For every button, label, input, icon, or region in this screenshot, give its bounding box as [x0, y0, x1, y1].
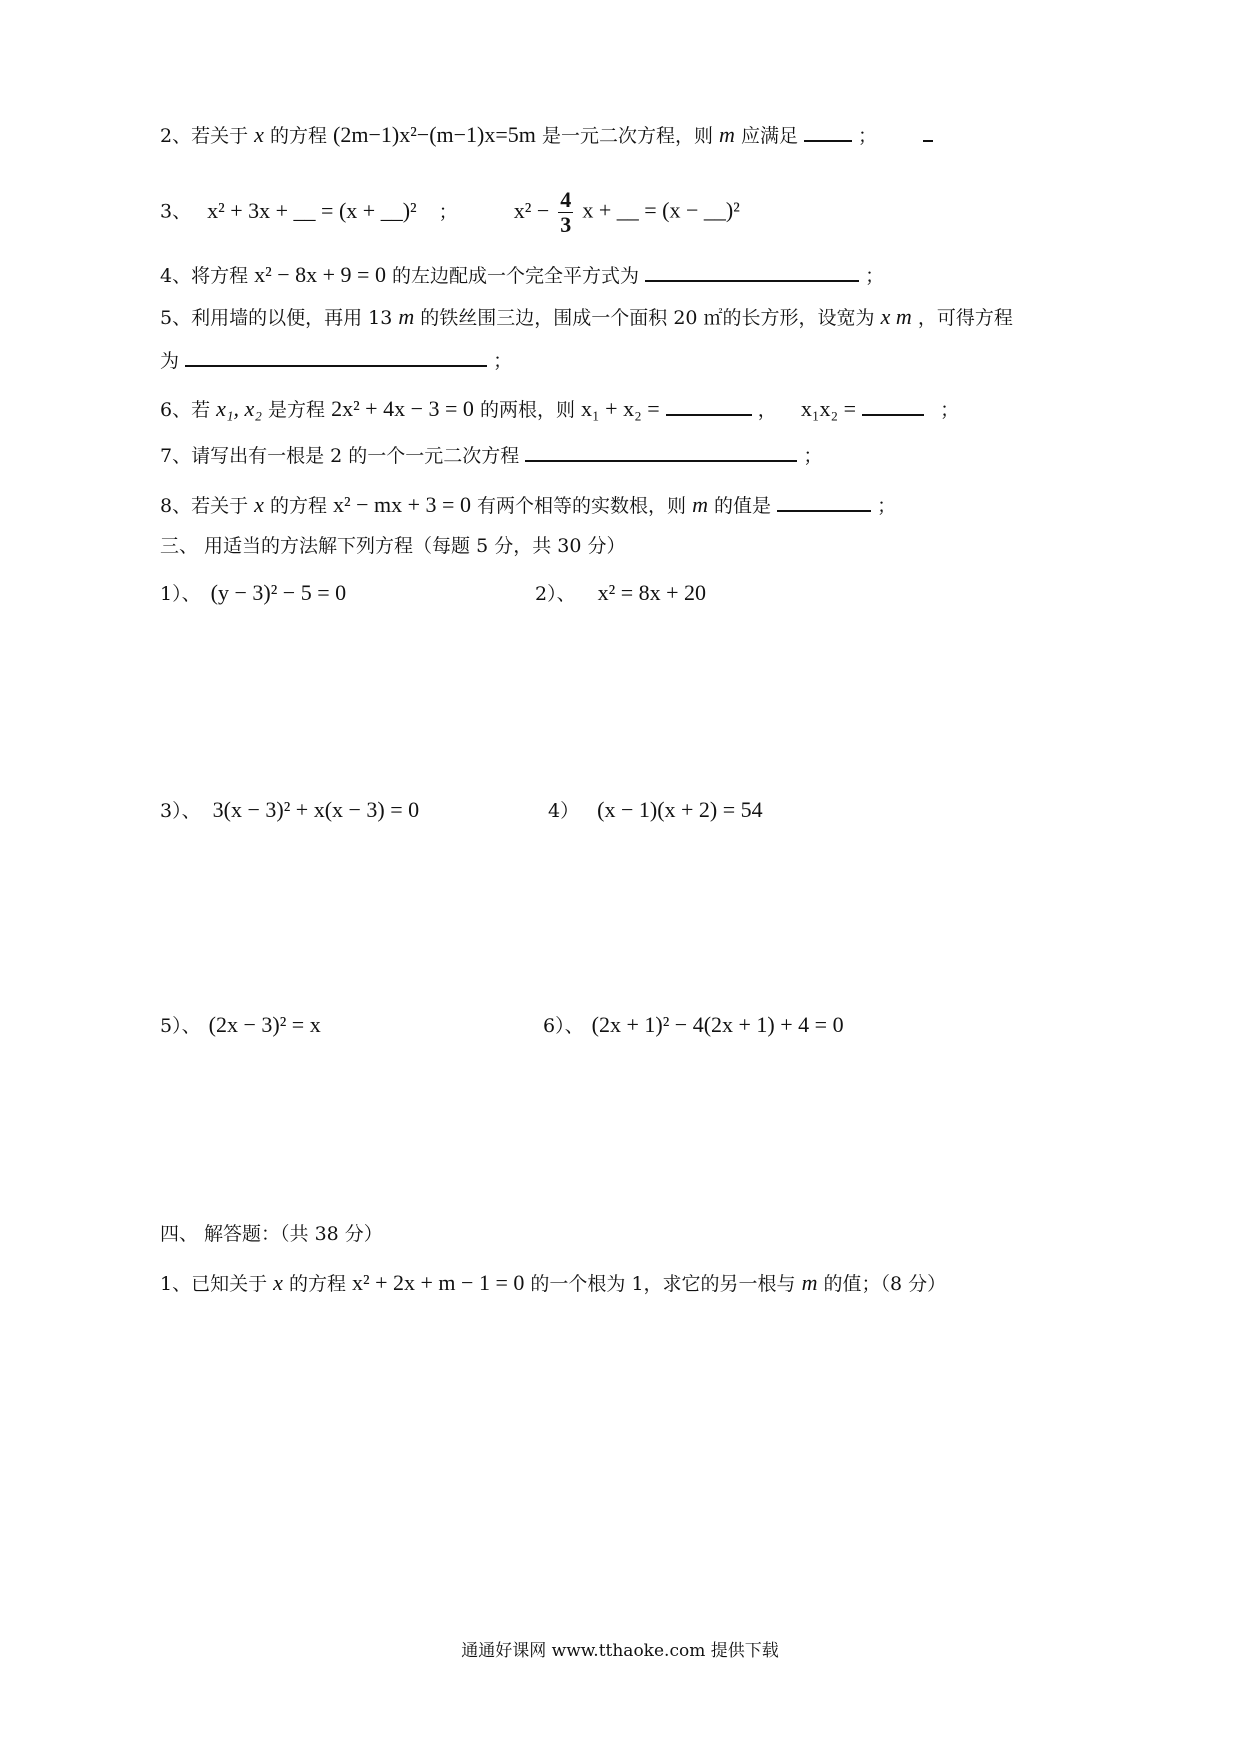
s3-item-5	[160, 1014, 321, 1036]
q6-sum-blank[interactable]	[666, 396, 752, 416]
question-8	[160, 492, 896, 516]
footer-text: 通通好课网 www.tthaoke.com 提供下载	[461, 1641, 779, 1661]
q7-text: 7、请写出有一根是 2 的一个一元二次方程	[160, 445, 520, 467]
q8-var-m: m	[692, 492, 708, 517]
question-4	[160, 262, 884, 286]
s4-q1-text-a: 1、已知关于	[160, 1273, 268, 1295]
q2-equation: (2m−1)x²−(m−1)x=5m	[333, 122, 536, 147]
s4-q1-text-b: 的方程	[288, 1273, 346, 1295]
q3-equation-right-a: x² −	[513, 197, 550, 223]
q8-text-c: 有两个相等的实数根，则	[477, 495, 687, 517]
s3-item-6	[543, 1014, 844, 1036]
q3-fraction-den: 3	[560, 212, 572, 238]
q3-fraction-num: 4	[560, 187, 572, 212]
s3-item-2-equation: x² = 8x + 20	[597, 580, 707, 605]
s4-q1-text-c: 的一个根为 1，求它的另一根与	[530, 1273, 796, 1295]
s3-item-4-equation: (x − 1)(x + 2) = 54	[597, 797, 763, 822]
s3-item-3	[160, 799, 419, 821]
q3-equation-right-b[interactable]: x + __ = (x − __)²	[582, 197, 740, 223]
s3-item-6-equation: (2x + 1)² − 4(2x + 1) + 4 = 0	[591, 1012, 844, 1037]
s3-item-4	[548, 799, 763, 821]
q8-end: ；	[877, 495, 897, 517]
s3-item-2-label: 2）、	[535, 583, 576, 605]
s3-item-1-equation: (y − 3)² − 5 = 0	[210, 580, 347, 605]
s3-item-1	[160, 582, 346, 604]
q4-text-a: 4、将方程	[160, 265, 249, 287]
q4-text-b: 的左边配成一个完全平方式为	[392, 265, 640, 287]
s4-q1-text-d: 的值；（8 分）	[823, 1273, 947, 1295]
q5-text-a: 5、利用墙的以便，再用 13	[160, 307, 393, 329]
q7-end: ；	[803, 445, 823, 467]
q3-equation-left[interactable]: x² + 3x + __ = (x + __)²	[207, 197, 417, 223]
q4-equation: x² − 8x + 9 = 0	[254, 262, 386, 287]
s3-item-5-equation: (2x − 3)² = x	[208, 1012, 321, 1037]
q5-end: ；	[493, 350, 513, 372]
q8-text-a: 8、若关于	[160, 495, 249, 517]
s3-item-5-label: 5）、	[160, 1015, 201, 1037]
question-5	[160, 306, 1013, 328]
q8-equation: x² − mx + 3 = 0	[333, 492, 471, 517]
s4-q1-var-x: x	[273, 1270, 283, 1295]
question-3	[160, 188, 740, 237]
q6-roots: x₁, x₂	[216, 396, 262, 421]
question-7	[160, 442, 822, 466]
q6-sum-label: x₁ + x₂ =	[581, 396, 660, 421]
q8-answer-blank[interactable]	[777, 492, 871, 512]
q5-var: x m	[880, 304, 912, 329]
q8-text-b: 的方程	[269, 495, 327, 517]
q4-answer-blank[interactable]	[645, 262, 859, 282]
question-2	[160, 122, 933, 146]
s3-item-3-label: 3）、	[160, 800, 201, 822]
q2-prefix: 2、若关于	[160, 125, 249, 147]
q2-var-x: x	[254, 122, 264, 147]
s3-item-2	[535, 582, 706, 604]
q2-var-m: m	[719, 122, 735, 147]
s4-q1-equation: x² + 2x + m − 1 = 0	[352, 1270, 525, 1295]
s3-item-1-label: 1）、	[160, 583, 201, 605]
q2-answer-blank[interactable]	[804, 122, 852, 142]
q5-line2-label: 为	[160, 350, 180, 372]
section-3-title: 三、 用适当的方法解下列方程（每题 5 分，共 30 分）	[160, 535, 626, 557]
q8-text-d: 的值是	[714, 495, 772, 517]
s3-item-6-label: 6）、	[543, 1015, 584, 1037]
q6-product-label: x₁x₂ =	[800, 396, 857, 421]
s4-q1-var-m: m	[801, 1270, 818, 1295]
q6-text-a: 6、若	[160, 399, 211, 421]
q5-text-b: 的铁丝围三边，围成一个面积 20 ㎡的长方形，设宽为	[420, 307, 875, 329]
q6-end: ；	[940, 399, 960, 421]
q2-mid: 的方程	[269, 125, 327, 147]
q3-separator: ；	[438, 200, 458, 223]
q2-end: ；	[858, 125, 878, 147]
q5-unit-m: m	[398, 304, 415, 329]
q8-var-x: x	[254, 492, 264, 517]
q3-fraction	[558, 188, 573, 237]
question-5-line2	[160, 347, 512, 371]
section-4-title: 四、 解答题：（共 38 分）	[160, 1223, 383, 1245]
question-6	[160, 396, 959, 420]
q5-text-c: ，可得方程	[917, 307, 1013, 329]
q6-text-c: 的两根，则	[479, 399, 575, 421]
s4-question-1	[160, 1272, 946, 1294]
q3-prefix: 3、	[160, 200, 192, 223]
q6-separator: ，	[757, 399, 777, 421]
q5-answer-blank[interactable]	[185, 347, 487, 367]
q6-text-b: 是方程	[268, 399, 326, 421]
q6-equation: 2x² + 4x − 3 = 0	[331, 396, 474, 421]
q2-tail: 是一元二次方程，则	[541, 125, 713, 147]
s3-item-4-label: 4）	[548, 800, 580, 822]
q2-tail2: 应满足	[740, 125, 798, 147]
q2-extra-mark	[923, 122, 933, 142]
q7-answer-blank[interactable]	[525, 442, 797, 462]
q4-end: ；	[865, 265, 885, 287]
q6-product-blank[interactable]	[862, 396, 924, 416]
s3-item-3-equation: 3(x − 3)² + x(x − 3) = 0	[212, 797, 420, 822]
